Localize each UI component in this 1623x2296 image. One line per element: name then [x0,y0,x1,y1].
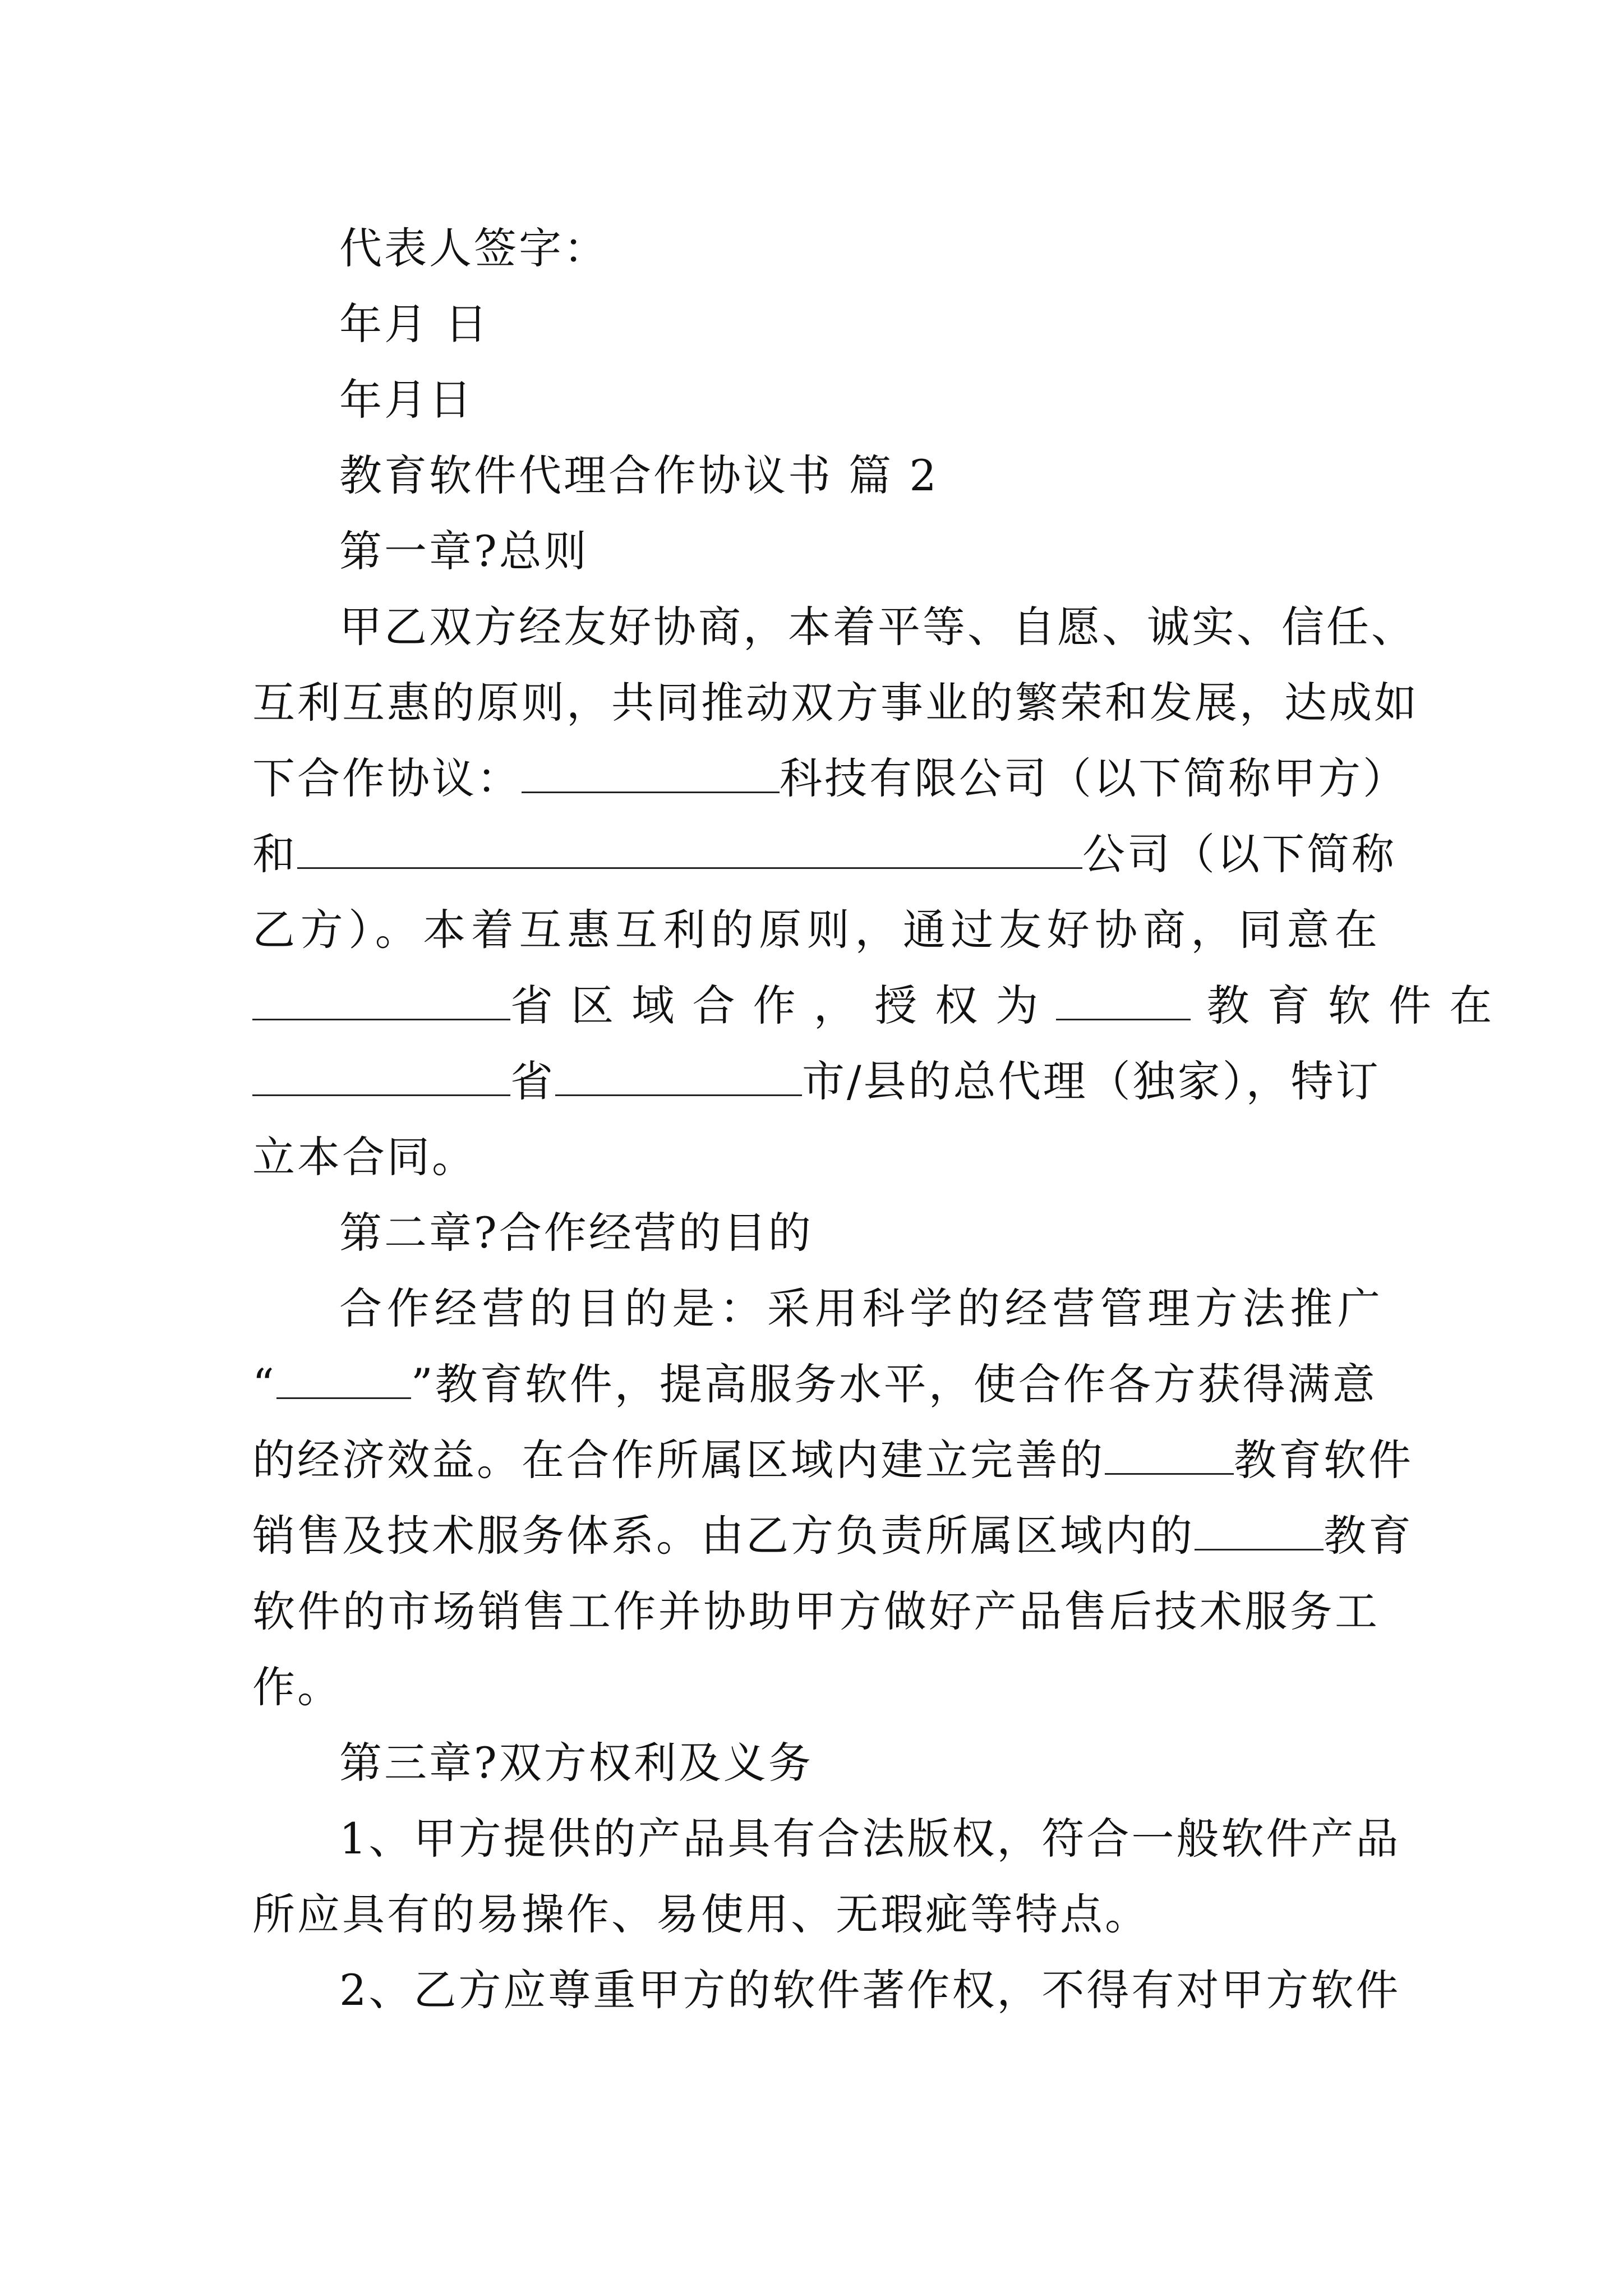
paragraph-line: 和 公司（以下简称 [252,829,1396,879]
paragraph-line: 下合作协议： 科技有限公司（以下简称甲方） [252,753,1408,803]
blank-field [276,1358,411,1399]
paragraph-line: 合作经营的目的是：采用科学的经营管理方法推广 [339,1283,1382,1333]
paragraph-line: 乙方）。本着互惠互利的原则，通过友好协商，同意在 [252,905,1380,955]
paragraph-line: 立本合同。 [252,1132,477,1182]
paragraph-line: 软件的市场销售工作并协助甲方做好产品售后技术服务工 [252,1586,1380,1636]
paragraph-line: 2、乙方应尊重甲方的软件著作权，不得有对甲方软件 [339,1965,1401,2015]
paragraph-line: 省 市/县的总代理（独家），特订 [252,1055,1380,1108]
blank-field [252,1055,510,1096]
date-line-2: 年月日 [339,375,474,425]
blank-field [1056,979,1191,1020]
paragraph-line: 1、甲方提供的产品具有合法版权，符合一般软件产品 [339,1814,1401,1864]
date-line-1: 年月 日 [339,299,490,349]
paragraph-line: 省 区 域 合 作 ， 授 权 为 教 育 软 件 在 [252,979,1380,1033]
blank-field [1195,1510,1324,1550]
blank-field [555,1055,802,1096]
chapter-2-heading: 第二章?合作经营的目的 [339,1208,813,1258]
chapter-1-heading: 第一章?总则 [339,526,589,576]
section-title: 教育软件代理合作协议书 篇 2 [339,450,939,500]
paragraph-line: 销售及技术服务体系。由乙方负责所属区域内的 教育 [252,1511,1413,1561]
blank-field [522,752,780,793]
blank-field [1105,1434,1234,1475]
blank-field [252,979,510,1020]
signature-label: 代表人签字： [339,223,608,273]
paragraph-line: “ ”教育软件，提高服务水平，使合作各方获得满意 [252,1359,1377,1409]
chapter-3-heading: 第三章?双方权利及义务 [339,1738,813,1788]
paragraph-line: 的经济效益。在合作所属区域内建立完善的 教育软件 [252,1435,1413,1485]
paragraph-line: 所应具有的易操作、易使用、无瑕疵等特点。 [252,1889,1150,1939]
paragraph-line: 互利互惠的原则，共同推动双方事业的繁荣和发展，达成如 [252,678,1419,728]
paragraph-line: 甲乙双方经友好协商，本着平等、自愿、诚实、信任、 [339,602,1416,652]
paragraph-line: 作。 [252,1662,342,1712]
blank-field [297,828,1082,869]
